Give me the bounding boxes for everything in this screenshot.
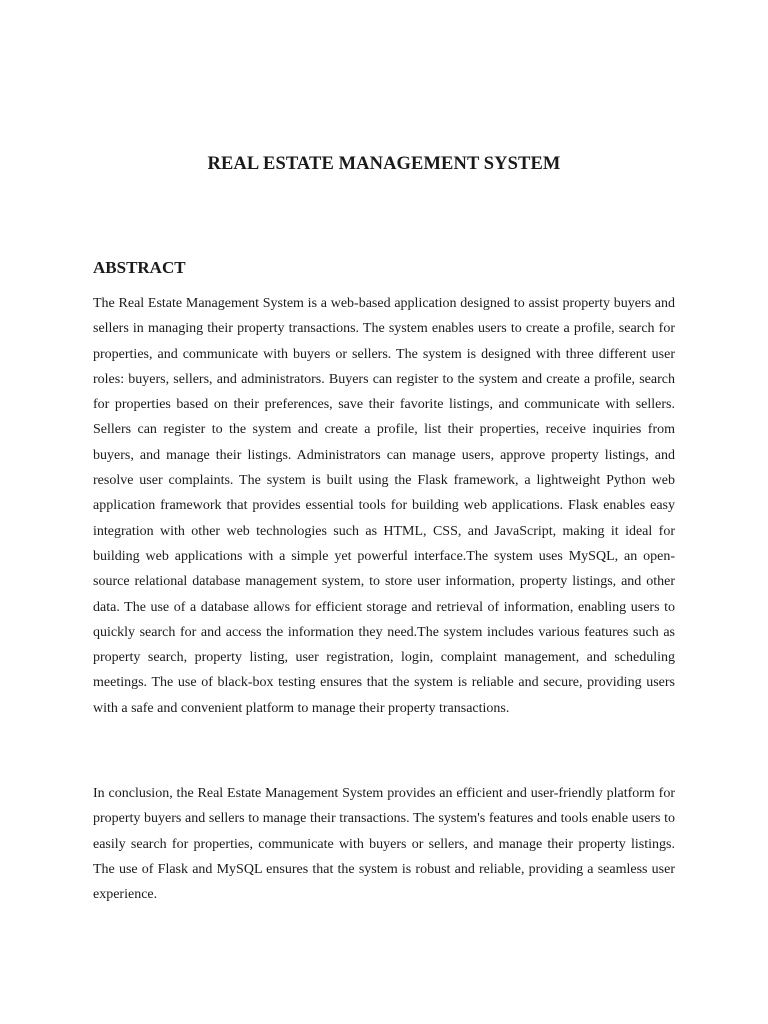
abstract-paragraph-2: In conclusion, the Real Estate Management System provides an efficient and user-friendly platform for property buyers and sellers to manage their transactions. The system's features and tools enable users to easily search for properties, communicate with buyers or sellers, and manage their property listings. The use of Flask and MySQL ensures that the system is robust and reliable, providing a seamless user experience. (93, 786, 675, 903)
abstract-heading: ABSTRACT (93, 258, 186, 277)
document-title: REAL ESTATE MANAGEMENT SYSTEM (207, 154, 561, 174)
abstract-paragraph-1: The Real Estate Management System is a web-based application designed to assist property buyers and sellers in managing their property transactions. The system enables users to create a profile, search for properties, and communicate with buyers or sellers. The system is designed with three different user roles: buyers, sellers, and administrators. Buyers can register to the system and create a profile, search for properties based on their preferences, save their favorite listings, and communicate with sellers. Sellers can register to the system and create a profile, list their properties, receive inquiries from buyers, and manage their listings. Administrators can manage users, approve property listings, and resolve user complaints. The system is built using the Flask framework, a lightweight Python web application framework that provides essential tools for building web applications. Flask enables easy integration with other web technologies such as HTML, CSS, and JavaScript, making it ideal for building web applications with a simple yet powerful interface.The system uses MySQL, an open-source relational database management system, to store user information, property listings, and other data. The use of a database allows for efficient storage and retrieval of information, enabling users to quickly search for and access the information they need.The system includes various features such as property search, property listing, user registration, login, complaint management, and scheduling meetings. The use of black-box testing ensures that the system is reliable and secure, providing users with a safe and convenient platform to manage their property transactions. (93, 296, 675, 716)
